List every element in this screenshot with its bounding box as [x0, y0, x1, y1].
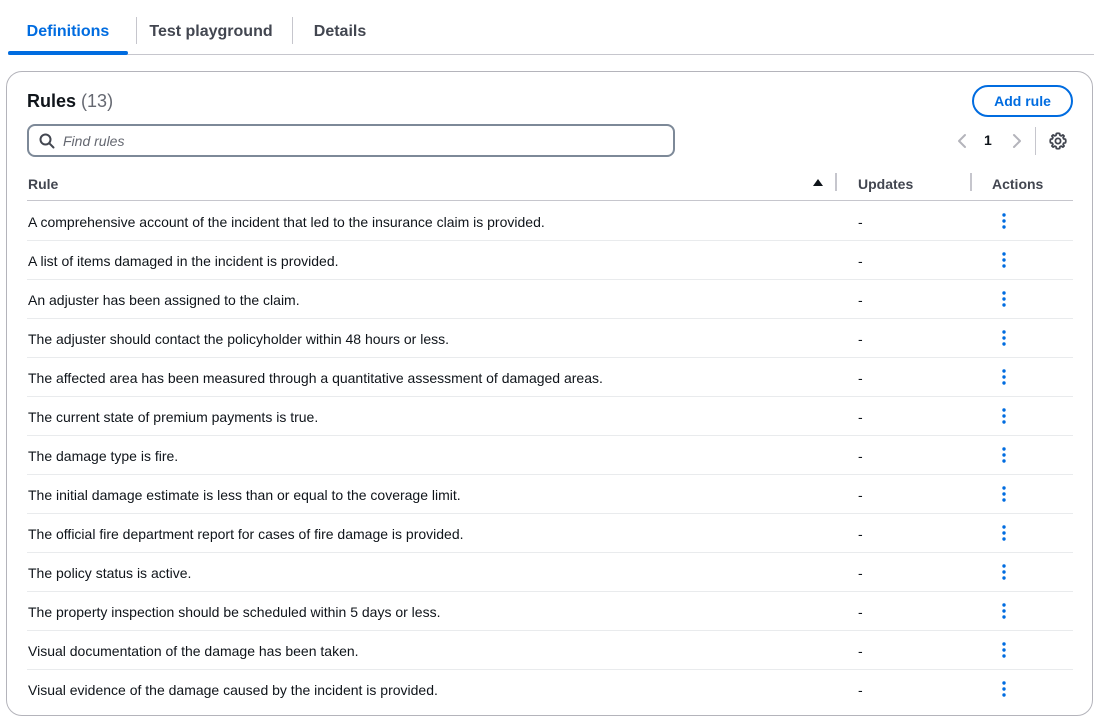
rule-text: The policy status is active. [28, 565, 192, 581]
rules-container [6, 71, 1093, 716]
updates-value: - [858, 565, 863, 581]
table-row [27, 241, 1073, 280]
row-actions-button[interactable] [997, 562, 1011, 582]
column-resizer[interactable] [835, 173, 837, 191]
table-row [27, 358, 1073, 397]
more-vertical-icon [1002, 681, 1006, 697]
tab-divider [292, 17, 293, 44]
more-vertical-icon [1002, 291, 1006, 307]
row-actions-button[interactable] [997, 484, 1011, 504]
row-actions-button[interactable] [997, 445, 1011, 465]
tab-test-playground[interactable]: Test playground [149, 22, 273, 40]
more-vertical-icon [1002, 486, 1006, 502]
updates-value: - [858, 526, 863, 542]
table-row [27, 280, 1073, 319]
more-vertical-icon [1002, 564, 1006, 580]
column-header-rule[interactable]: Rule [28, 176, 59, 192]
row-actions-button[interactable] [997, 601, 1011, 621]
rule-text: The adjuster should contact the policyholder within 48 hours or less. [28, 331, 450, 347]
column-header-actions: Actions [992, 176, 1044, 192]
updates-value: - [858, 214, 863, 230]
rule-text: An adjuster has been assigned to the claim. [28, 292, 300, 308]
rule-text: Visual evidence of the damage caused by the incident is provided. [28, 682, 438, 698]
rules-heading [27, 91, 113, 112]
row-actions-button[interactable] [997, 289, 1011, 309]
updates-value: - [858, 604, 863, 620]
updates-value: - [858, 370, 863, 386]
rules-count: (13) [81, 91, 114, 111]
row-actions-button[interactable] [997, 640, 1011, 660]
more-vertical-icon [1002, 369, 1006, 385]
table-row [27, 631, 1073, 670]
page-number-button[interactable]: 1 [984, 132, 992, 148]
tab-definitions[interactable]: Definitions [8, 10, 128, 53]
updates-value: - [858, 409, 863, 425]
table-row [27, 436, 1073, 475]
search-input[interactable] [63, 129, 663, 153]
row-actions-button[interactable] [997, 211, 1011, 231]
search-icon [39, 133, 55, 149]
row-actions-button[interactable] [997, 523, 1011, 543]
table-row [27, 319, 1073, 358]
more-vertical-icon [1002, 642, 1006, 658]
updates-value: - [858, 448, 863, 464]
column-header-updates[interactable]: Updates [858, 176, 914, 192]
column-resizer[interactable] [970, 173, 972, 191]
more-vertical-icon [1002, 447, 1006, 463]
rule-text: The initial damage estimate is less than or equal to the coverage limit. [28, 487, 461, 503]
updates-value: - [858, 682, 863, 698]
more-vertical-icon [1002, 603, 1006, 619]
rule-text: A comprehensive account of the incident that led to the insurance claim is provided. [28, 214, 545, 230]
search-box [27, 124, 675, 157]
more-vertical-icon [1002, 213, 1006, 229]
table-row [27, 670, 1073, 709]
more-vertical-icon [1002, 408, 1006, 424]
tab-details[interactable]: Details [313, 22, 367, 40]
rule-text: The official fire department report for cases of fire damage is provided. [28, 526, 464, 542]
row-actions-button[interactable] [997, 679, 1011, 699]
rule-text: The property inspection should be scheduled within 5 days or less. [28, 604, 441, 620]
rule-text: A list of items damaged in the incident is provided. [28, 253, 339, 269]
table-header [27, 168, 1073, 201]
rules-title: Rules [27, 91, 77, 111]
row-actions-button[interactable] [997, 406, 1011, 426]
next-page-button[interactable] [1007, 130, 1027, 152]
updates-value: - [858, 643, 863, 659]
previous-page-button[interactable] [952, 130, 972, 152]
table-row [27, 202, 1073, 241]
more-vertical-icon [1002, 525, 1006, 541]
updates-value: - [858, 253, 863, 269]
rule-text: The damage type is fire. [28, 448, 179, 464]
add-rule-button[interactable]: Add rule [972, 85, 1073, 117]
rule-text: The affected area has been measured through a quantitative assessment of damaged areas. [28, 370, 603, 386]
updates-value: - [858, 331, 863, 347]
updates-value: - [858, 487, 863, 503]
table-row [27, 397, 1073, 436]
rule-text: Visual documentation of the damage has been taken. [28, 643, 359, 659]
table-row [27, 514, 1073, 553]
chevron-right-icon [1012, 133, 1022, 149]
row-actions-button[interactable] [997, 328, 1011, 348]
rule-text: The current state of premium payments is true. [28, 409, 319, 425]
more-vertical-icon [1002, 330, 1006, 346]
gear-icon[interactable] [1048, 131, 1068, 151]
more-vertical-icon [1002, 252, 1006, 268]
tab-bar [8, 0, 1094, 55]
sort-ascending-icon[interactable] [811, 176, 825, 190]
table-row [27, 592, 1073, 631]
table-row [27, 475, 1073, 514]
updates-value: - [858, 292, 863, 308]
table-row [27, 553, 1073, 592]
pager-divider [1035, 127, 1036, 155]
row-actions-button[interactable] [997, 250, 1011, 270]
row-actions-button[interactable] [997, 367, 1011, 387]
tab-divider [136, 17, 137, 44]
chevron-left-icon [957, 133, 967, 149]
